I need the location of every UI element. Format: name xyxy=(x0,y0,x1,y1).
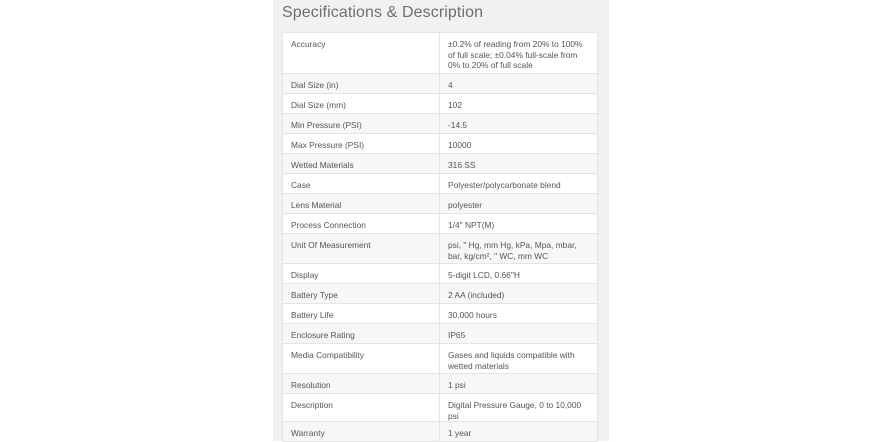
specifications-panel xyxy=(273,0,609,441)
spec-label: Resolution xyxy=(283,374,440,394)
table-row xyxy=(283,154,598,174)
spec-value: 1 psi xyxy=(440,374,598,394)
spec-label: Dial Size (mm) xyxy=(283,94,440,114)
table-row xyxy=(283,284,598,304)
spec-label: Max Pressure (PSI) xyxy=(283,134,440,154)
table-row xyxy=(283,344,598,374)
spec-value: 10000 xyxy=(440,134,598,154)
table-row xyxy=(283,394,598,422)
spec-label: Case xyxy=(283,174,440,194)
spec-label: Enclosure Rating xyxy=(283,324,440,344)
spec-label: Battery Type xyxy=(283,284,440,304)
table-row xyxy=(283,134,598,154)
spec-value: 1 year xyxy=(440,422,598,442)
spec-value: psi, " Hg, mm Hg, kPa, Mpa, mbar, bar, kg/cm², " WC, mm WC xyxy=(440,234,598,264)
section-title: Specifications & Description xyxy=(282,4,484,21)
spec-label: Media Compatibility xyxy=(283,344,440,374)
spec-label: Dial Size (in) xyxy=(283,74,440,94)
spec-value: IP65 xyxy=(440,324,598,344)
spec-value: polyester xyxy=(440,194,598,214)
specifications-table xyxy=(282,32,598,442)
table-row xyxy=(283,214,598,234)
spec-label: Min Pressure (PSI) xyxy=(283,114,440,134)
table-row xyxy=(283,94,598,114)
table-row xyxy=(283,374,598,394)
spec-label: Lens Material xyxy=(283,194,440,214)
spec-label: Display xyxy=(283,264,440,284)
table-row xyxy=(283,422,598,442)
table-row xyxy=(283,194,598,214)
spec-value: Gases and liquids compatible with wetted materials xyxy=(440,344,598,374)
spec-value: 30,000 hours xyxy=(440,304,598,324)
table-row xyxy=(283,33,598,74)
table-row xyxy=(283,324,598,344)
spec-value: 102 xyxy=(440,94,598,114)
spec-value: 5-digit LCD, 0.66"H xyxy=(440,264,598,284)
spec-label: Description xyxy=(283,394,440,422)
spec-label: Battery Life xyxy=(283,304,440,324)
spec-value: Polyester/polycarbonate blend xyxy=(440,174,598,194)
spec-value: 4 xyxy=(440,74,598,94)
spec-label: Unit Of Measurement xyxy=(283,234,440,264)
table-row xyxy=(283,174,598,194)
spec-value: 1/4" NPT(M) xyxy=(440,214,598,234)
spec-value: -14.5 xyxy=(440,114,598,134)
spec-label: Process Connection xyxy=(283,214,440,234)
spec-value: Digital Pressure Gauge, 0 to 10,000 psi xyxy=(440,394,598,422)
spec-value: ±0.2% of reading from 20% to 100% of full scale; ±0.04% full-scale from 0% to 20% of full scale xyxy=(440,33,598,74)
table-row xyxy=(283,264,598,284)
spec-label: Warranty xyxy=(283,422,440,442)
table-row xyxy=(283,74,598,94)
table-row xyxy=(283,234,598,264)
table-row xyxy=(283,304,598,324)
spec-label: Wetted Materials xyxy=(283,154,440,174)
spec-label: Accuracy xyxy=(283,33,440,74)
spec-value: 316 SS xyxy=(440,154,598,174)
table-row xyxy=(283,114,598,134)
spec-value: 2 AA (included) xyxy=(440,284,598,304)
